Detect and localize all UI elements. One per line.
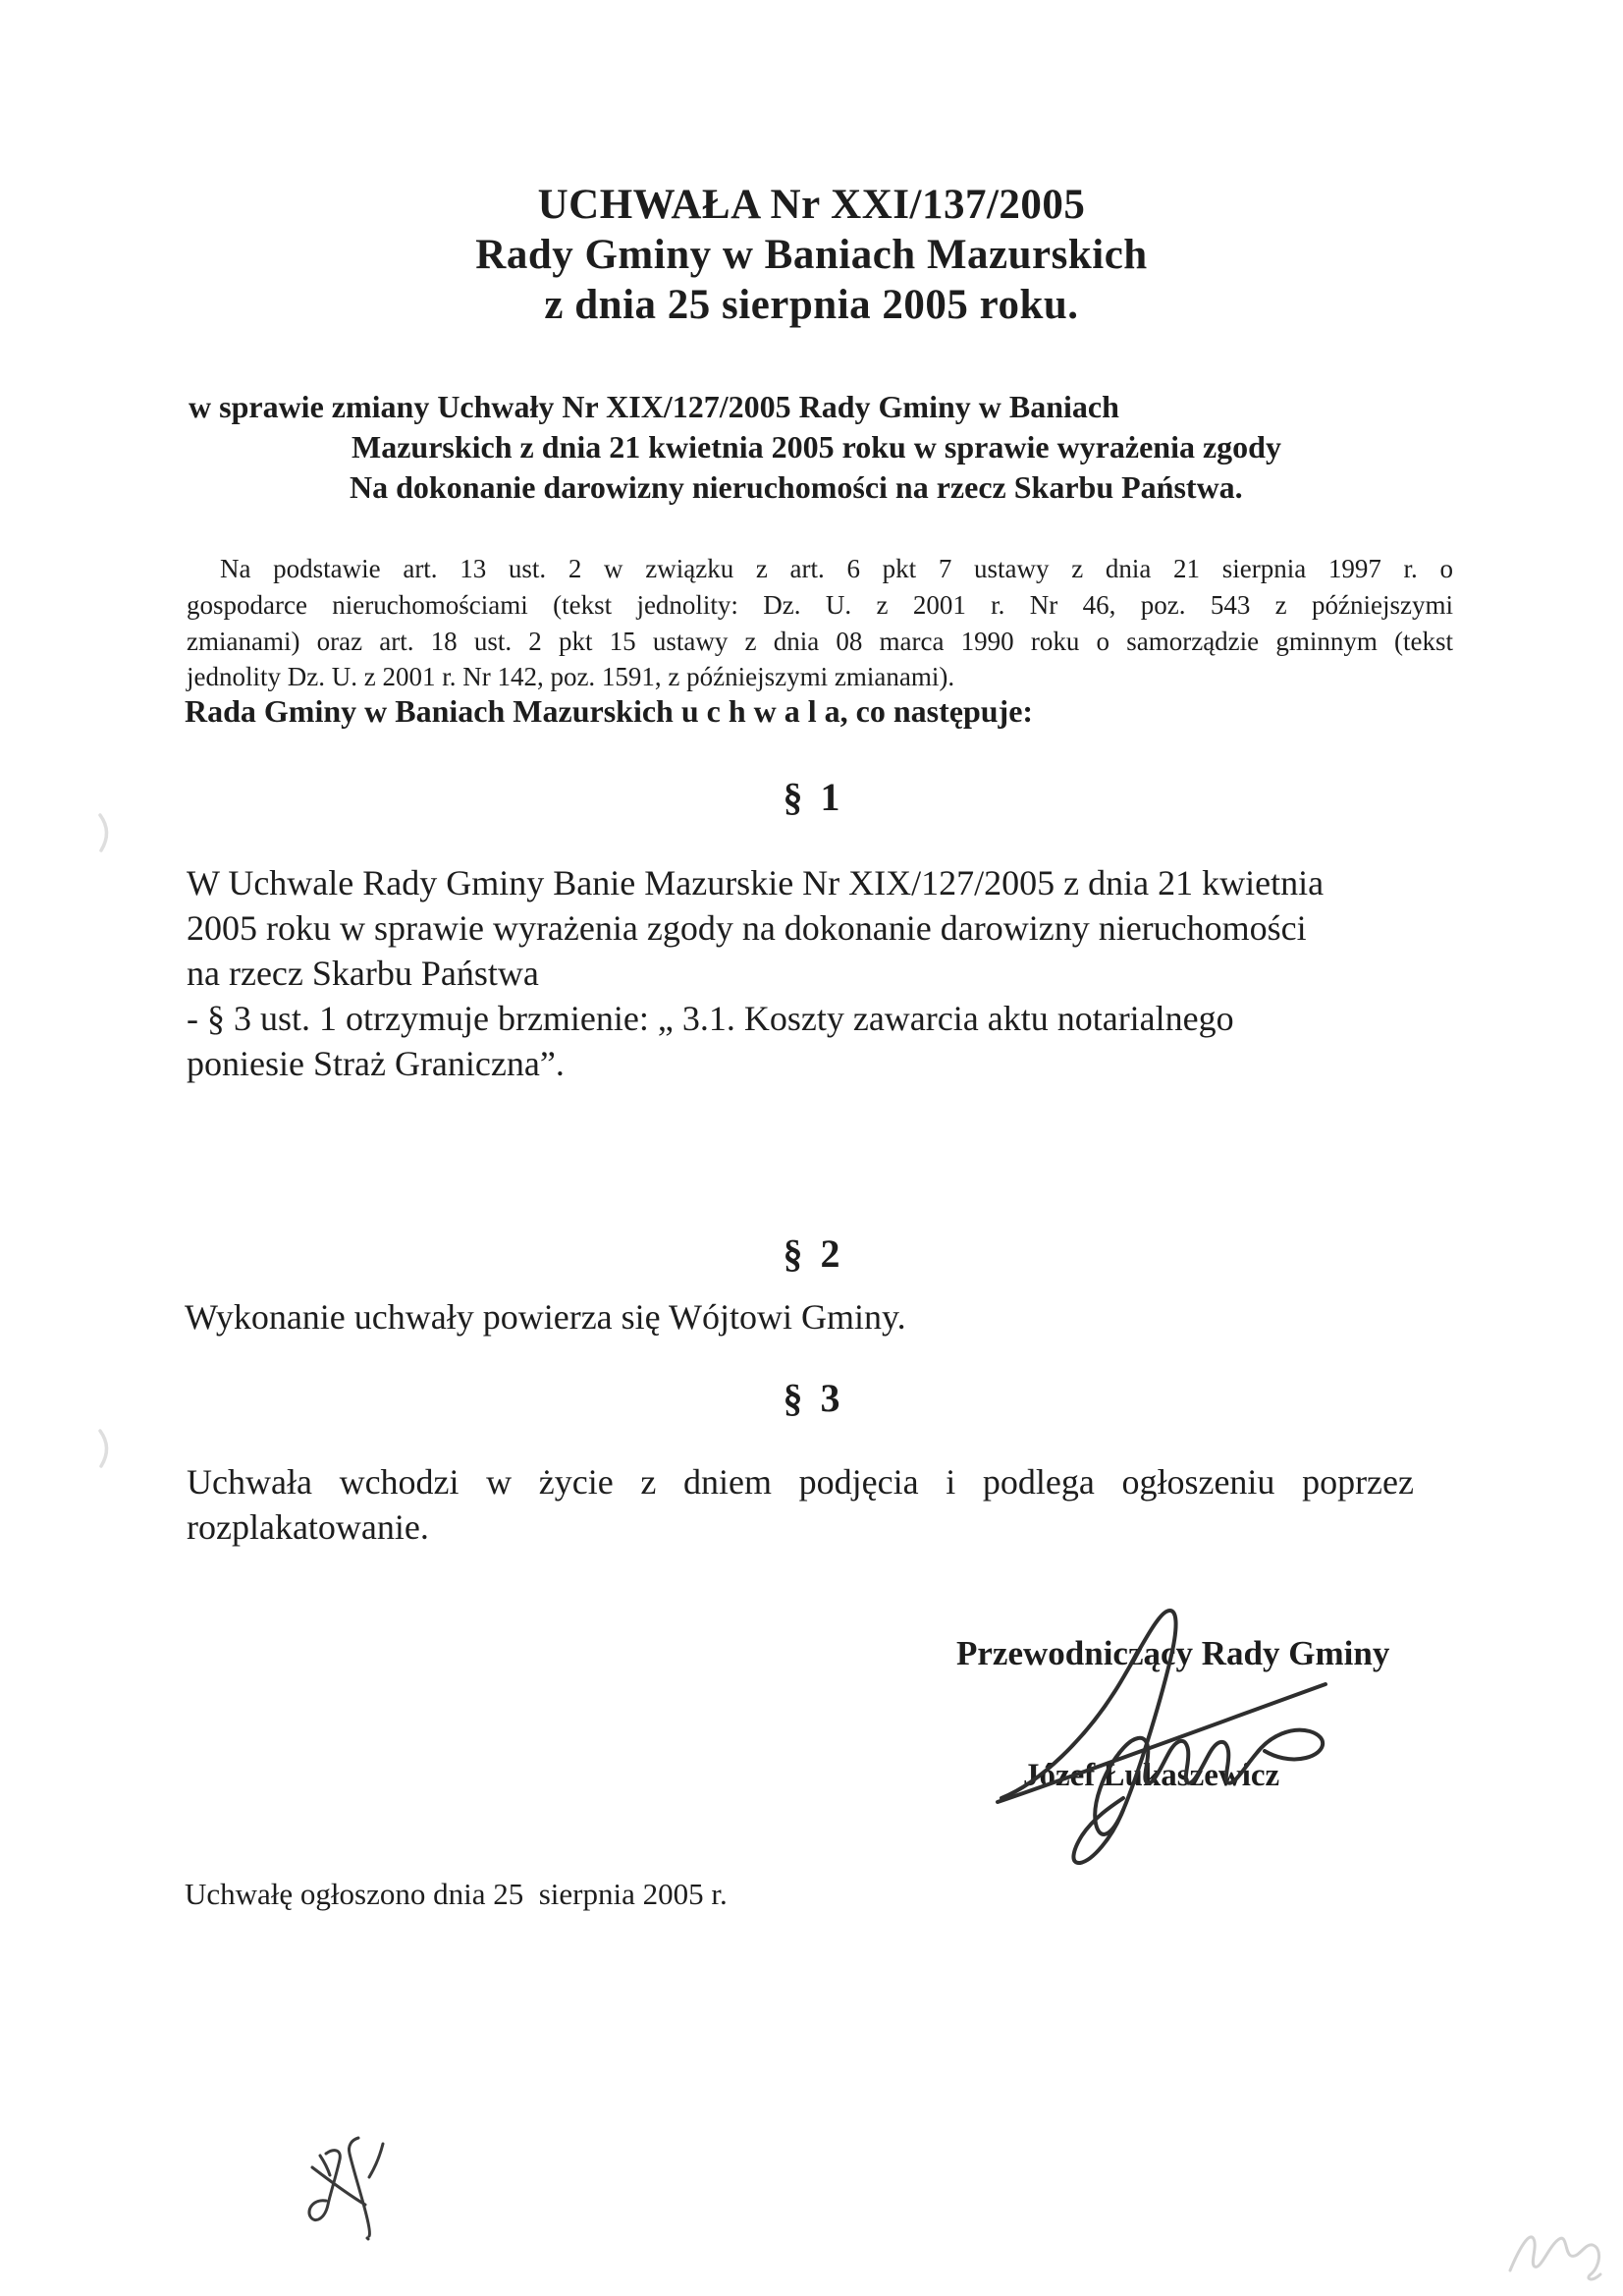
scan-artifact-corner-smudge [1502,2210,1620,2293]
resolution-date-line: z dnia 25 sierpnia 2005 roku. [544,282,1079,328]
section-2-heading: § 2 [783,1231,840,1276]
resolution-title [0,180,1623,330]
resolution-number-line: UCHWAŁA Nr XXI/137/2005 [537,182,1086,228]
legal-basis-line: zmianami) oraz art. 18 ust. 2 pkt 15 ustawy z dnia 08 marca 1990 roku o samorządzie gminnym (tekst [187,627,1453,656]
legal-basis-line: gospodarce nieruchomościami (tekst jednolity: Dz. U. z 2001 r. Nr 46, poz. 543 z późniejszymi [187,590,1453,620]
section-3-text-line: Uchwała wchodzi w życie z dniem podjęcia i podlega ogłoszeniu poprzez [187,1462,1414,1502]
legal-basis-line: Na podstawie art. 13 ust. 2 w związku z art. 6 pkt 7 ustawy z dnia 21 sierpnia 1997 r. o [220,554,1453,583]
section-3-heading: § 3 [783,1376,840,1420]
section-1-text-line: - § 3 ust. 1 otrzymuje brzmienie: „ 3.1. Koszty zawarcia aktu notarialnego [187,999,1234,1038]
initials-scribble [285,2126,403,2254]
section-1-text-line: poniesie Straż Graniczna”. [187,1044,565,1083]
subject-line: Mazurskich z dnia 21 kwietnia 2005 roku w sprawie wyrażenia zgody [352,429,1281,465]
section-3-text-line: rozplakatowanie. [187,1507,429,1547]
handwritten-signature-scribble [903,1566,1335,1900]
section-2-text-line: Wykonanie uchwały powierza się Wójtowi Gminy. [185,1297,906,1337]
signature-name: Józef Łukaszewicz [1023,1758,1280,1793]
enacting-formula: Rada Gminy w Baniach Mazurskich u c h w a l a, co następuje: [185,693,1034,729]
scan-artifact-left-2 [96,1427,116,1471]
announcement-line: Uchwałę ogłoszono dnia 25 sierpnia 2005 r. [185,1877,728,1911]
section-1-heading: § 1 [783,775,840,819]
signature-role: Przewodniczący Rady Gminy [956,1634,1390,1672]
section-1-text-line: W Uchwale Rady Gminy Banie Mazurskie Nr XIX/127/2005 z dnia 21 kwietnia [187,863,1325,902]
scan-artifact-left-1 [96,811,116,855]
section-1-text-line: na rzecz Skarbu Państwa [187,954,539,993]
legal-basis-line: jednolity Dz. U. z 2001 r. Nr 142, poz. 1591, z późniejszymi zmianami). [187,662,955,691]
subject-line: Na dokonanie darowizny nieruchomości na rzecz Skarbu Państwa. [350,469,1243,505]
issuing-body-line: Rady Gminy w Baniach Mazurskich [475,232,1148,278]
section-1-text-line: 2005 roku w sprawie wyrażenia zgody na dokonanie darowizny nieruchomości [187,908,1307,948]
subject-line: w sprawie zmiany Uchwały Nr XIX/127/2005 Rady Gminy w Baniach [189,389,1119,424]
